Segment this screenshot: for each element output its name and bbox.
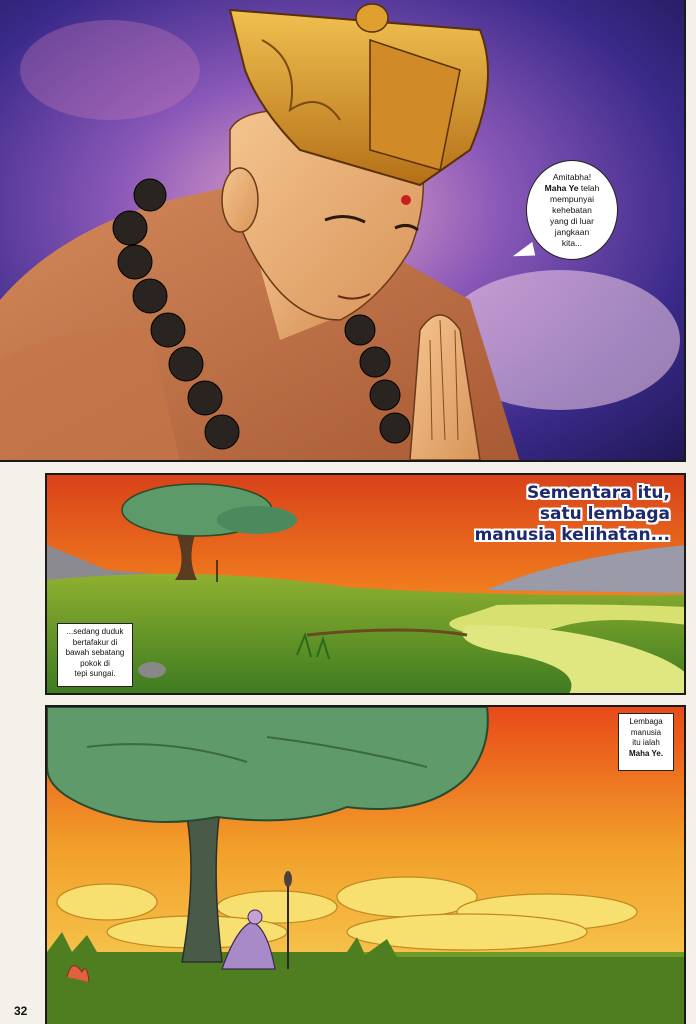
forehead-mark	[401, 195, 411, 205]
panel-3-art	[47, 707, 686, 1024]
caption-line: Lembaga	[629, 717, 663, 726]
narration-box	[57, 623, 133, 687]
caption-line: manusia	[630, 727, 662, 737]
tree-canopy-branch	[217, 506, 297, 534]
bubble-line: jangkaan	[554, 226, 590, 237]
ear	[222, 168, 258, 232]
speech-bubble	[526, 160, 618, 260]
caption-line: bawah sebatang	[65, 648, 125, 657]
bubble-line: Amitabha!	[552, 171, 592, 182]
narration-title	[475, 483, 670, 546]
bubble-line: telah	[578, 182, 600, 193]
speech-bubble-text	[545, 172, 600, 249]
bubble-line: kita...	[561, 237, 583, 248]
rock	[138, 662, 166, 678]
narration-line: manusia kelihatan...	[474, 525, 670, 545]
narration-line: Sementara itu,	[526, 483, 670, 503]
bubble-line: kehebatan	[552, 204, 592, 215]
panel-monk-praying	[0, 0, 686, 462]
narration-line: satu lembaga	[539, 504, 670, 524]
caption-name: Maha Ye.	[628, 748, 664, 758]
caption-line: ...sedang duduk	[66, 627, 124, 636]
bubble-line: yang di luar	[550, 215, 594, 226]
crown-jewel	[356, 4, 388, 32]
bubble-name: Maha Ye	[544, 182, 579, 193]
page-number: 32	[14, 1004, 28, 1018]
narration-box	[618, 713, 674, 771]
caption-line: pokok di	[80, 658, 110, 668]
caption-line: bertafakur di	[72, 637, 118, 647]
panel-figure-under-tree	[45, 705, 686, 1024]
cloud	[20, 20, 200, 120]
figure-head	[248, 910, 262, 924]
panel-river-landscape	[45, 473, 686, 695]
staff-top	[284, 871, 292, 887]
caption-line: tepi sungai.	[74, 669, 116, 678]
bubble-line: mempunyai	[550, 193, 594, 204]
robe-fold	[0, 328, 180, 462]
caption-line: itu ialah	[632, 738, 660, 747]
